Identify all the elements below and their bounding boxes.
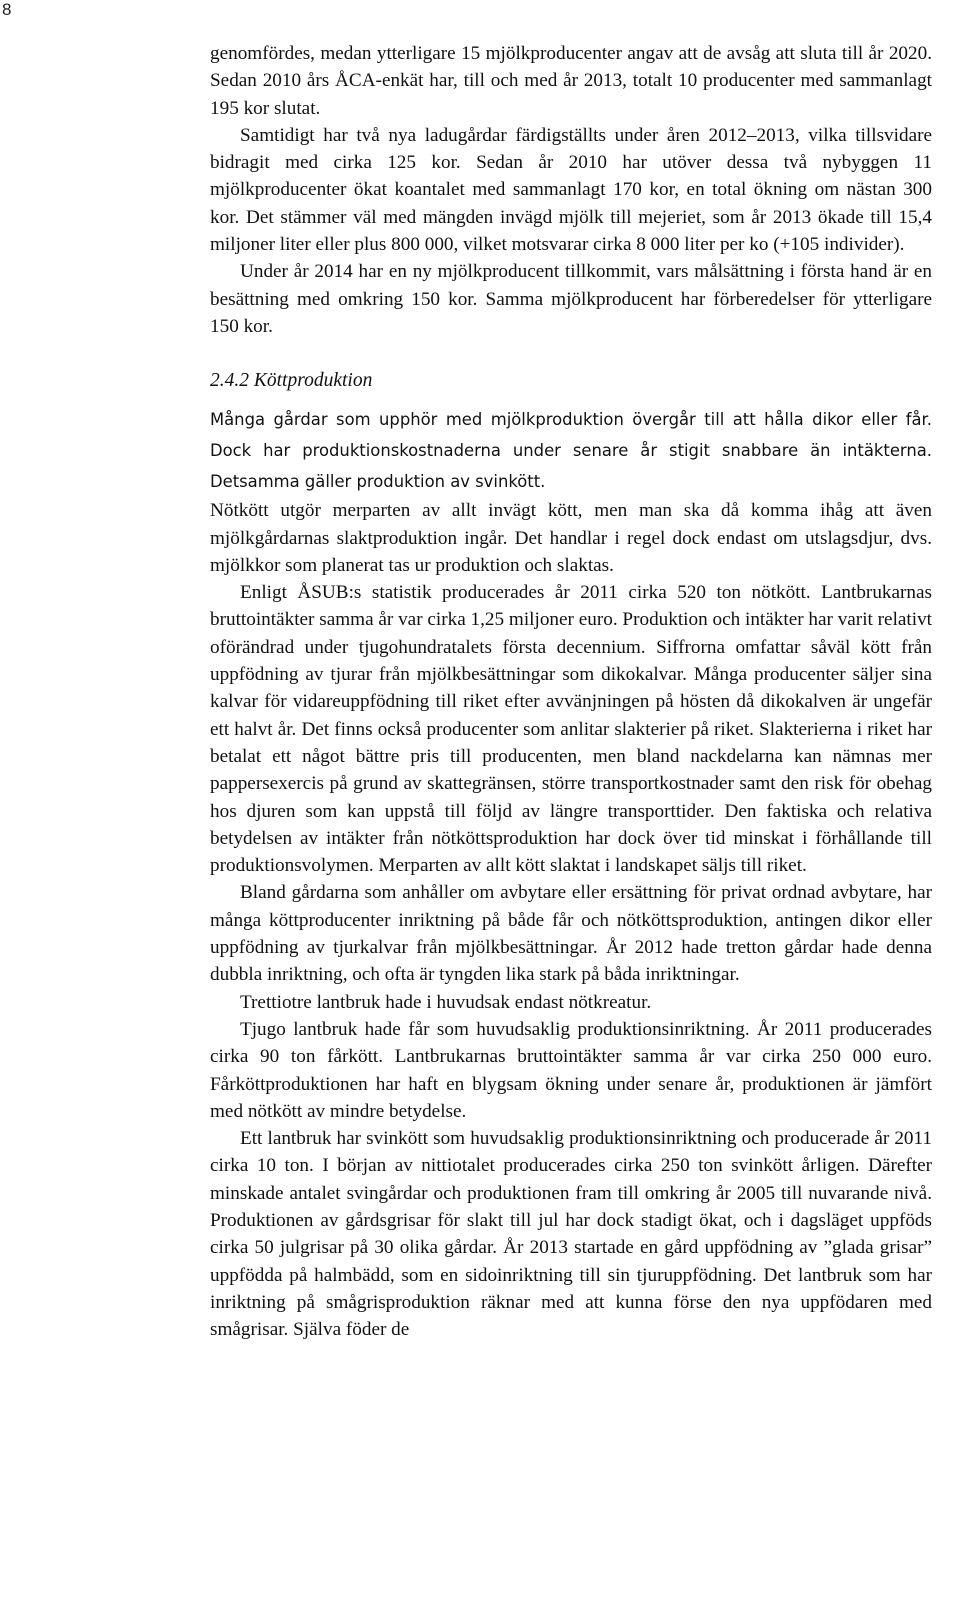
paragraph-body-1: Nötkött utgör merparten av allt invägt kött, men man ska då komma ihåg att även mjölkgårdarnas slaktproduktion ingår. Det handlar i regel dock endast om utslagsdjur, dvs. mjölkkor som planerat tas ur produktion och slaktas. xyxy=(210,500,932,576)
paragraph-body-3: Bland gårdarna som anhåller om avbytare eller ersättning för privat ordnad avbytare, har många köttproducenter inriktning på både får och nötköttsproduktion, antingen dikor eller uppfödning av tjurkalvar från mjölkbesättningar. År 2012 hade tretton gårdar hade denna dubbla inriktning, och ofta är tyngden lika stark på båda inriktningar. xyxy=(210,882,932,986)
paragraph-body-4: Trettiotre lantbruk hade i huvudsak endast nötkreatur. xyxy=(240,991,652,1013)
page-number: 8 xyxy=(2,0,12,19)
paragraph-intro-3: Under år 2014 har en ny mjölkproducent tillkommit, vars målsättning i första hand är en besättning med omkring 150 kor. Samma mjölkproducent har förberedelser för ytterligare 150 kor. xyxy=(210,261,932,337)
section-heading: 2.4.2 Köttproduktion xyxy=(210,370,373,392)
paragraph-body-5: Tjugo lantbruk hade får som huvudsaklig produktionsinriktning. År 2011 producerades cirka 90 ton fårkött. Lantbrukarnas bruttointäkter samma år var cirka 250 000 euro. Fårköttproduktionen har haft en blygsam ökning under senare år, produktionen är jämfört med nötkött av mindre betydelse. xyxy=(210,1018,932,1122)
paragraph-body-6: Ett lantbruk har svinkött som huvudsaklig produktionsinriktning och producerade år 2011 cirka 10 ton. I början av nittiotalet producerades cirka 250 ton svinkött årligen. Därefter minskade antalet svingårdar och produktionen fram till omkring år 2005 till nuvarande nivå. Produktionen av gårdsgrisar för slakt till jul har dock stadigt ökat, och i dagsläget uppföds cirka 50 julgrisar på 30 olika gårdar. År 2013 startade en gård uppfödning av ”glada grisar” uppfödda på halmbädd, som en sidoinriktning till sin tjuruppfödning. Det lantbruk som har inriktning på smågrisproduktion räknar med att kunna förse den nya uppfödaren med smågrisar. Själva föder de xyxy=(210,1128,932,1341)
paragraph-body-2: Enligt ÅSUB:s statistik producerades år 2011 cirka 520 ton nötkött. Lantbrukarnas bruttointäkter samma år var cirka 1,25 miljoner euro. Produktion och intäkter har varit relativt oförändrad under tjugohundratalets första decennium. Siffrorna omfattar såväl kött från uppfödning av tjurar från mjölkbesättningar som dikokalvar. Många producenter säljer sina kalvar för vidareuppfödning till riket efter avvänjningen på hösten då dikokalven är ungefär ett halvt år. Det finns också producenter som anlitar slakterier på riket. Slakterierna i riket har betalat ett något bättre pris till producenten, men bland nackdelarna kan nämnas mer pappersexercis på grund av skattegränsen, större transportkostnader samt den risk för obehag hos djuren som kan uppstå till följd av längre transporttider. Den faktiska och relativa betydelsen av intäkter från nötköttsproduktion har dock över tid minskat i förhållande till produktionsvolymen. Merparten av allt kött slaktat i landskapet säljs till riket. xyxy=(210,582,932,877)
document-body xyxy=(210,40,932,1343)
paragraph-intro-2: Samtidigt har två nya ladugårdar färdigställts under åren 2012–2013, vilka tillsvidare bidragit med cirka 125 kor. Sedan år 2010 har utöver dessa två nybyggen 11 mjölkproducenter ökat koantalet med sammanlagt 170 kor, en total ökning om nästan 300 kor. Det stämmer väl med mängden invägd mjölk till mejeriet, som år 2013 ökade till 15,4 miljoner liter eller plus 800 000, vilket motsvarar cirka 8 000 liter per ko (+105 individer). xyxy=(210,124,932,256)
lead-text: Många gårdar som upphör med mjölkproduktion övergår till att hålla dikor eller får. Dock har produktionskostnaderna under senare år stigit snabbare än intäkterna. Detsamma gäller produktion av svinkött. xyxy=(210,410,932,492)
paragraph-intro-1: genomfördes, medan ytterligare 15 mjölkproducenter angav att de avsåg att sluta till år 2020. Sedan 2010 års ÅCA-enkät har, till och med år 2013, totalt 10 producenter med sammanlagt 195 kor slutat. xyxy=(210,43,932,119)
